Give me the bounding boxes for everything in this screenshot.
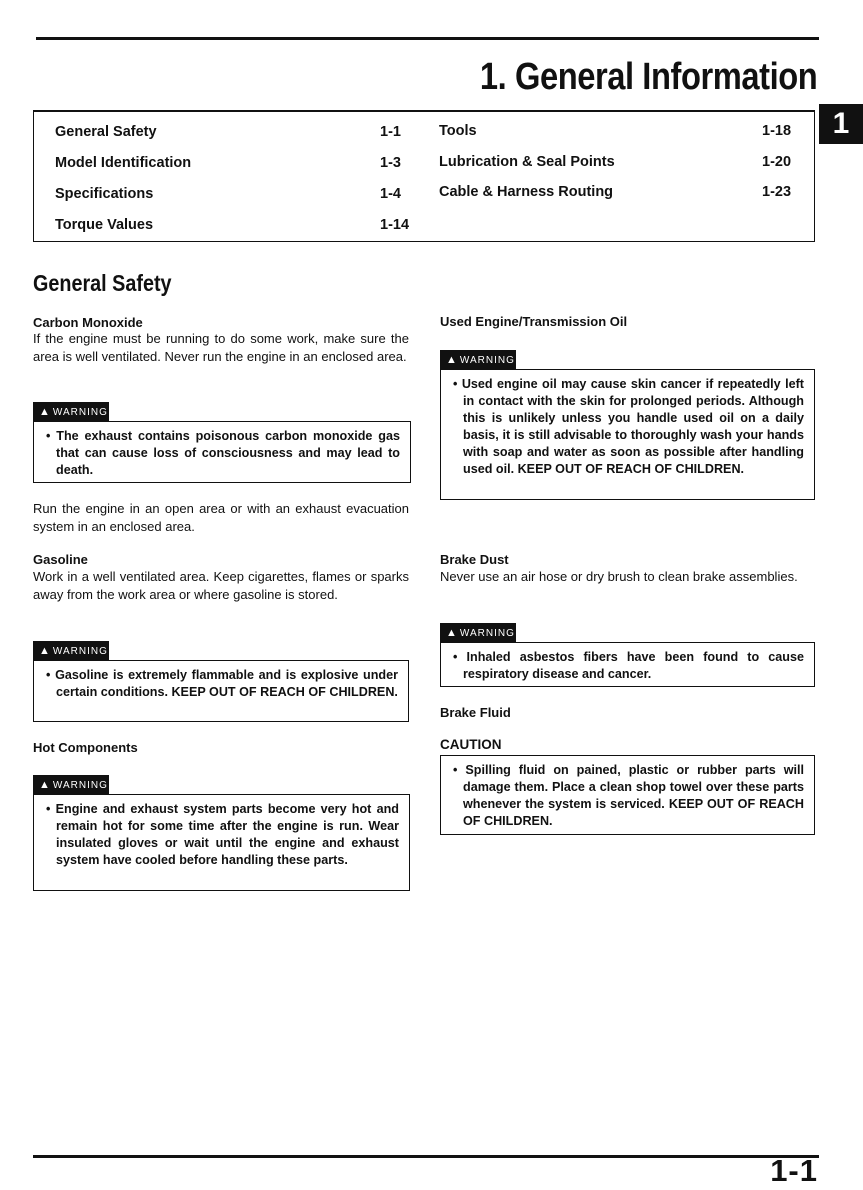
warning-tag: ▲ WARNING [440,623,516,643]
chapter-tab: 1 [819,104,863,144]
caution-box-brake-fluid [440,755,815,835]
warning-box-carbon-monoxide [33,421,411,483]
warning-box-hot-components [33,794,410,891]
toc-label-general-safety[interactable]: General Safety [55,124,157,140]
toc-page-torque-values: 1-14 [380,217,410,233]
toc-page-specifications: 1-4 [380,186,401,202]
section-heading: General Safety [33,270,172,296]
toc-label-specifications[interactable]: Specifications [55,186,154,202]
used-oil-heading: Used Engine/Transmission Oil [440,314,628,329]
chapter-title: 1. General Information [479,56,817,98]
warning-box-gasoline [33,660,409,722]
warning-text: • Gasoline is extremely flammable and is explosive under certain conditions. KEEP OUT OF REACH OF CHILDREN. [46,668,398,699]
carbon-monoxide-heading: Carbon Monoxide [33,315,143,330]
gasoline-heading: Gasoline [33,552,88,567]
brake-fluid-heading: Brake Fluid [440,705,511,720]
toc-page-lubrication: 1-20 [762,154,792,170]
warning-tag: ▲ WARNING [33,641,109,661]
toc-label-model-identification[interactable]: Model Identification [55,155,192,171]
toc-page-general-safety: 1-1 [380,124,401,140]
warning-text: • Used engine oil may cause skin cancer if repeatedly left in contact with the skin for prolonged periods. Although this is unlikely unless you handle used oil on a daily basis, it is still advisable to thoroughly wash your hands with soap and water as soon as possible after handling used oil. KEEP OUT OF REACH OF CHILDREN. [453,377,804,476]
warning-triangle-icon: ▲ [39,406,51,418]
warning-tag: ▲ WARNING [440,350,516,370]
carbon-monoxide-after-text: Run the engine in an open area or with an exhaust evacuation system in an enclosed area. [33,501,409,534]
toc-page-model-identification: 1-3 [380,155,401,171]
hot-components-heading: Hot Components [33,740,138,755]
warning-triangle-icon: ▲ [446,627,458,639]
table-of-contents [33,110,815,242]
header-rule [36,37,819,40]
warning-triangle-icon: ▲ [446,354,458,366]
warning-box-used-oil [440,369,815,500]
carbon-monoxide-text: If the engine must be running to do some work, make sure the area is well ventilated. Never run the engine in an enclosed area. [33,331,409,364]
warning-text: • Inhaled asbestos fibers have been found to cause respiratory disease and cancer. [453,650,804,681]
caution-text: • Spilling fluid on pained, plastic or rubber parts will damage them. Place a clean shop towel over these parts whenever the system is serviced. KEEP OUT OF REACH OF CHILDREN. [453,763,804,828]
brake-dust-text: Never use an air hose or dry brush to clean brake assemblies. [440,569,798,584]
toc-label-cable-routing[interactable]: Cable & Harness Routing [439,184,614,200]
warning-tag: ▲ WARNING [33,402,109,422]
footer-rule [33,1155,819,1158]
warning-tag: ▲ WARNING [33,775,109,795]
warning-triangle-icon: ▲ [39,645,51,657]
warning-box-brake-dust [440,642,815,687]
gasoline-text: Work in a well ventilated area. Keep cigarettes, flames or sparks away from the work area or where gasoline is stored. [33,569,409,602]
warning-triangle-icon: ▲ [39,779,51,791]
toc-page-tools: 1-18 [762,123,792,139]
toc-label-torque-values[interactable]: Torque Values [55,217,154,233]
toc-page-cable-routing: 1-23 [762,184,792,200]
toc-label-tools[interactable]: Tools [439,123,477,139]
caution-label: CAUTION [440,737,502,752]
toc-label-lubrication[interactable]: Lubrication & Seal Points [439,154,615,170]
brake-dust-heading: Brake Dust [440,552,509,567]
warning-text: • Engine and exhaust system parts become very hot and remain hot for some time after the engine is run. Wear insulated gloves or wait until the engine and exhaust system have cooled before handling these parts. [46,802,399,867]
page-number: 1-1 [770,1153,818,1188]
warning-text: • The exhaust contains poisonous carbon monoxide gas that can cause loss of consciousness and may lead to death. [46,429,400,477]
